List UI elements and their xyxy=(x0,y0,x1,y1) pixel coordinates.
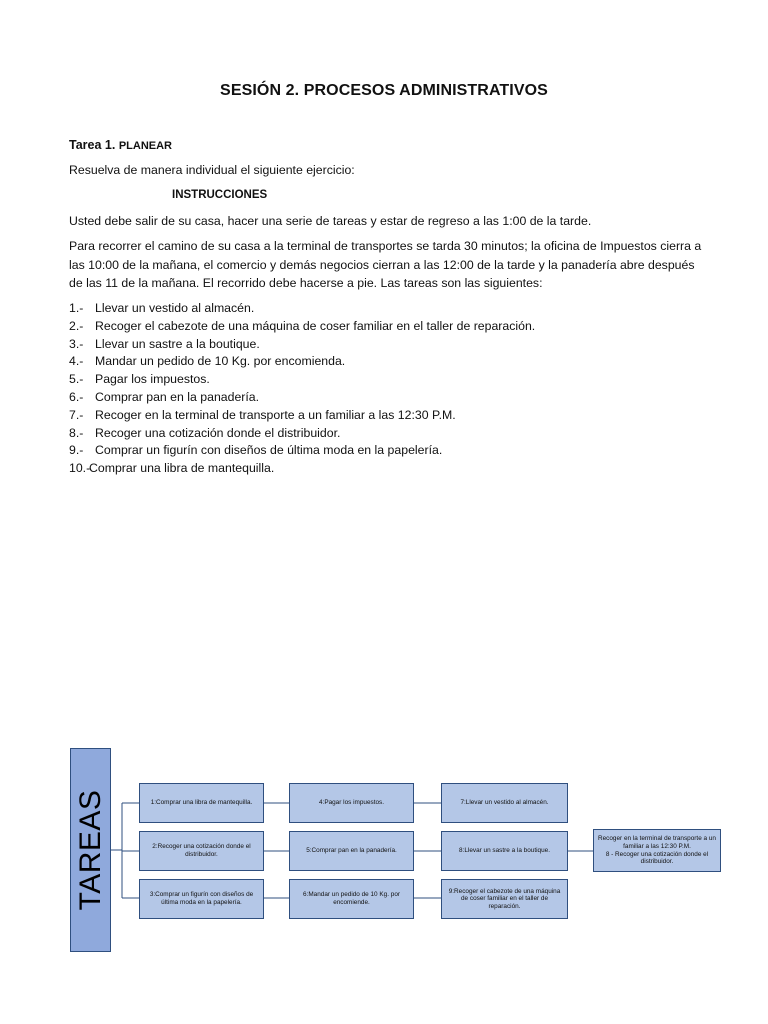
list-item xyxy=(69,336,709,354)
task-list xyxy=(69,300,709,478)
diagram-node: 2:Recoger una cotización donde el distribuidor. xyxy=(139,831,264,871)
diagram-node: 1:Comprar una libra de mantequilla. xyxy=(139,783,264,823)
list-item-number: 7.- xyxy=(69,407,84,422)
list-item-text: Recoger el cabezote de una máquina de coser familiar en el taller de reparación. xyxy=(95,318,536,333)
list-item-number: 2.- xyxy=(69,318,84,333)
paragraph-1: Usted debe salir de su casa, hacer una serie de tareas y estar de regreso a las 1:00 de la tarde. xyxy=(69,214,592,228)
list-item-text: Comprar un figurín con diseños de última moda en la papelería. xyxy=(95,443,443,458)
task-label: Tarea 1. xyxy=(69,138,116,152)
diagram-node-extra-line: Recoger en la terminal de transporte a un familiar a las 12:30 P.M. xyxy=(598,835,716,850)
list-item-number: 9.- xyxy=(69,443,84,458)
list-item-text: Recoger una cotización donde el distribuidor. xyxy=(95,425,341,440)
diagram-node: 9:Recoger el cabezote de una máquina de coser familiar en el taller de reparación. xyxy=(441,879,568,919)
list-item xyxy=(69,300,709,318)
page-title: SESIÓN 2. PROCESOS ADMINISTRATIVOS xyxy=(220,82,548,99)
intro-text: Resuelva de manera individual el siguiente ejercicio: xyxy=(69,163,355,177)
list-item xyxy=(69,460,709,478)
list-item-number: 4.- xyxy=(69,354,84,369)
list-item xyxy=(69,442,709,460)
diagram-node: 6:Mandar un pedido de 10 Kg. por encomiende. xyxy=(289,879,414,919)
list-item-text: Recoger en la terminal de transporte a un familiar a las 12:30 P.M. xyxy=(95,407,456,422)
list-item xyxy=(69,407,709,425)
diagram-node: 4:Pagar los impuestos. xyxy=(289,783,414,823)
diagram-root-label: TAREAS xyxy=(73,789,107,911)
list-item-number: 3.- xyxy=(69,336,84,351)
list-item-text: Llevar un vestido al almacén. xyxy=(95,301,255,315)
list-item-number: 10.- xyxy=(69,461,91,476)
list-item xyxy=(69,389,709,407)
diagram-node: 5:Comprar pan en la panadería. xyxy=(289,831,414,871)
diagram-node-extra xyxy=(593,829,721,872)
list-item xyxy=(69,371,709,389)
diagram-node: 8:Llevar un sastre a la boutique. xyxy=(441,831,568,871)
paragraph-2: Para recorrer el camino de su casa a la terminal de transportes se tarda 30 minutos; la oficina de Impuestos cierra a las 10:00 de la mañana, el comercio y demás negocios cierran a las 12:00 de la tarde y la panadería abre después de las 11 de la mañana. El recorrido debe hacerse a pie. Las tareas son las siguientes: xyxy=(69,239,702,290)
task-name: PLANEAR xyxy=(118,140,172,152)
list-item-text: Comprar pan en la panadería. xyxy=(95,389,260,404)
list-item xyxy=(69,318,709,336)
list-item-text: Llevar un sastre a la boutique. xyxy=(95,336,260,351)
list-item-number: 6.- xyxy=(69,389,84,404)
list-item xyxy=(69,353,709,371)
diagram-root xyxy=(70,748,111,952)
list-item-number: 1.- xyxy=(69,301,84,315)
task-heading xyxy=(69,136,709,156)
diagram-node: 3:Comprar un figurín con diseños de última moda en la papelería. xyxy=(139,879,264,919)
diagram-node: 7:Llevar un vestido al almacén. xyxy=(441,783,568,823)
diagram-node-extra-line: 8 - Recoger una cotización donde el distribuidor. xyxy=(605,850,709,866)
list-item-text: Mandar un pedido de 10 Kg. por encomienda. xyxy=(95,354,346,369)
instructions-heading: INSTRUCCIONES xyxy=(172,189,268,201)
list-item-text: Pagar los impuestos. xyxy=(95,372,210,387)
list-item xyxy=(69,425,709,443)
list-item-text: Comprar una libra de mantequilla. xyxy=(89,461,275,476)
list-item-number: 5.- xyxy=(69,372,84,387)
list-item-number: 8.- xyxy=(69,425,84,440)
